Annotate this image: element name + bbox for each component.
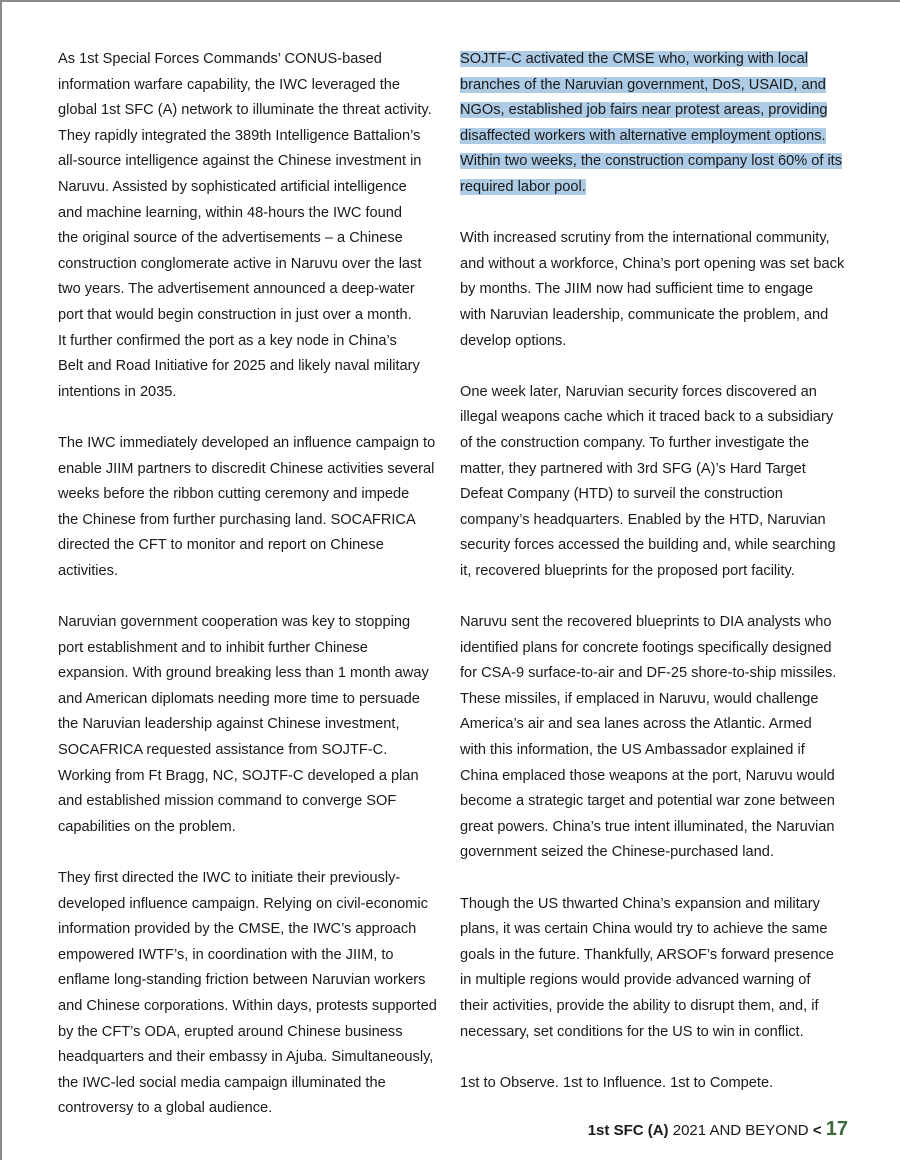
line-text: global 1st SFC (A) network to illuminate the threat activity. — [58, 102, 432, 119]
text-line — [58, 636, 443, 662]
paragraph — [460, 610, 852, 866]
text-line — [58, 303, 443, 329]
line-text: the Chinese from further purchasing land. SOCAFRICA — [58, 511, 416, 528]
line-text: information warfare capability, the IWC leveraged the — [58, 76, 401, 93]
text-line — [58, 354, 443, 380]
line-text: Defeat Company (HTD) to surveil the construction — [460, 486, 783, 503]
text-line — [460, 661, 852, 687]
line-text: enable JIIM partners to discredit Chinese activities several — [58, 460, 435, 477]
text-line — [58, 508, 443, 534]
line-text: Naruvian government cooperation was key to stopping — [58, 614, 411, 631]
line-text: SOCAFRICA requested assistance from SOJTF-C. — [58, 742, 388, 759]
text-line — [460, 840, 852, 866]
text-line — [460, 47, 852, 73]
text-line — [58, 610, 443, 636]
text-line — [460, 917, 852, 943]
highlighted-text: required labor pool. — [460, 178, 586, 195]
text-line — [58, 277, 443, 303]
text-line — [460, 482, 852, 508]
highlighted-text: NGOs, established job fairs near protest areas, providing — [460, 102, 828, 119]
text-line — [58, 329, 443, 355]
text-line — [58, 738, 443, 764]
text-line — [460, 610, 852, 636]
text-line — [460, 764, 852, 790]
text-line — [460, 457, 852, 483]
line-text: with Naruvian leadership, communicate the problem, and — [460, 306, 829, 323]
text-line — [460, 815, 852, 841]
text-line — [460, 73, 852, 99]
text-line — [58, 1045, 443, 1071]
text-line — [460, 789, 852, 815]
text-line — [460, 380, 852, 406]
line-text: enflame long-standing friction between Naruvian workers — [58, 972, 426, 989]
text-line — [460, 149, 852, 175]
text-line — [460, 712, 852, 738]
text-line — [58, 712, 443, 738]
line-text: The IWC immediately developed an influence campaign to — [58, 434, 436, 451]
text-line — [460, 124, 852, 150]
left-column — [58, 47, 443, 1148]
text-line — [460, 98, 852, 124]
line-text: 1st to Observe. 1st to Influence. 1st to Compete. — [460, 1074, 774, 1091]
paragraph — [460, 892, 852, 1046]
line-text: their activities, provide the ability to disrupt them, and, if — [460, 997, 819, 1014]
line-text: and American diplomats needing more time to persuade — [58, 690, 420, 707]
text-line — [460, 1071, 852, 1097]
line-text: Working from Ft Bragg, NC, SOJTF-C developed a plan — [58, 767, 419, 784]
paragraph — [460, 47, 852, 201]
text-line — [460, 226, 852, 252]
text-line — [460, 994, 852, 1020]
page-border-top — [0, 0, 900, 2]
text-line — [58, 559, 443, 585]
text-line — [58, 661, 443, 687]
line-text: As 1st Special Forces Commands’ CONUS-based — [58, 51, 382, 67]
line-text: illegal weapons cache which it traced back to a subsidiary — [460, 409, 834, 426]
text-line — [460, 508, 852, 534]
text-line — [58, 968, 443, 994]
text-line — [58, 201, 443, 227]
text-line — [58, 866, 443, 892]
text-line — [58, 1020, 443, 1046]
line-text: plans, it was certain China would try to achieve the same — [460, 921, 828, 938]
paragraph — [58, 431, 443, 585]
text-line — [460, 303, 852, 329]
text-line — [58, 892, 443, 918]
line-text: of the construction company. To further investigate the — [460, 434, 810, 451]
line-text: weeks before the ribbon cutting ceremony and impede — [58, 486, 410, 503]
line-text: port establishment and to inhibit further Chinese — [58, 639, 368, 656]
text-line — [460, 431, 852, 457]
line-text: security forces accessed the building and, while searching — [460, 537, 836, 554]
line-text: These missiles, if emplaced in Naruvu, would challenge — [460, 690, 819, 707]
text-line — [460, 405, 852, 431]
text-line — [58, 1096, 443, 1122]
text-line — [58, 47, 443, 73]
highlighted-text: Within two weeks, the construction company lost 60% of its — [460, 153, 843, 170]
footer-title: 2021 AND BEYOND — [672, 1122, 809, 1139]
text-line — [460, 687, 852, 713]
text-line — [58, 994, 443, 1020]
line-text: activities. — [58, 562, 119, 579]
line-text: It further confirmed the port as a key node in China’s — [58, 332, 397, 349]
line-text: Naruvu sent the recovered blueprints to DIA analysts who — [460, 614, 832, 631]
text-line — [58, 226, 443, 252]
right-column — [460, 47, 852, 1122]
line-text: and without a workforce, China’s port opening was set back — [460, 255, 845, 272]
line-text: it, recovered blueprints for the proposed port facility. — [460, 562, 795, 579]
paragraph — [58, 610, 443, 840]
line-text: with this information, the US Ambassador explained if — [460, 742, 805, 759]
paragraph — [460, 1071, 852, 1097]
text-line — [58, 815, 443, 841]
line-text: and machine learning, within 48-hours the IWC found — [58, 204, 402, 221]
line-text: company’s headquarters. Enabled by the HTD, Naruvian — [460, 511, 826, 528]
paragraph — [460, 226, 852, 354]
highlighted-text: branches of the Naruvian government, DoS, USAID, and — [460, 76, 826, 93]
line-text: develop options. — [460, 332, 567, 349]
text-line — [58, 764, 443, 790]
text-line — [460, 329, 852, 355]
line-text: by months. The JIIM now had sufficient time to engage — [460, 281, 814, 298]
line-text: China emplaced those weapons at the port, Naruvu would — [460, 767, 835, 784]
paragraph — [58, 47, 443, 405]
highlighted-text: disaffected workers with alternative employment options. — [460, 127, 826, 144]
text-line — [460, 533, 852, 559]
line-text: and established mission command to converge SOF — [58, 793, 397, 810]
line-text: two years. The advertisement announced a deep-water — [58, 281, 415, 298]
line-text: empowered IWTF’s, in coordination with the JIIM, to — [58, 946, 394, 963]
line-text: necessary, set conditions for the US to win in conflict. — [460, 1023, 804, 1040]
paragraph — [460, 380, 852, 585]
line-text: They first directed the IWC to initiate their previously- — [58, 870, 401, 886]
text-line — [58, 252, 443, 278]
footer-brand: 1st SFC (A) — [587, 1122, 669, 1139]
text-line — [58, 175, 443, 201]
text-line — [460, 968, 852, 994]
text-line — [58, 789, 443, 815]
line-text: goals in the future. Thankfully, ARSOF’s forward presence — [460, 946, 834, 963]
highlighted-text: SOJTF-C activated the CMSE who, working with local — [460, 51, 808, 67]
text-line — [58, 533, 443, 559]
line-text: directed the CFT to monitor and report on Chinese — [58, 537, 384, 554]
line-text: controversy to a global audience. — [58, 1100, 273, 1117]
text-line — [58, 457, 443, 483]
line-text: America’s air and sea lanes across the Atlantic. Armed — [460, 716, 812, 733]
text-line — [58, 380, 443, 406]
line-text: the IWC-led social media campaign illuminated the — [58, 1074, 386, 1091]
line-text: identified plans for concrete footings specifically designed — [460, 639, 832, 656]
line-text: for CSA-9 surface-to-air and DF-25 shore-to-ship missiles. — [460, 665, 837, 682]
line-text: Belt and Road Initiative for 2025 and likely naval military — [58, 358, 420, 375]
line-text: developed influence campaign. Relying on civil-economic — [58, 895, 428, 912]
page-footer — [588, 1118, 848, 1141]
text-line — [58, 917, 443, 943]
line-text: all-source intelligence against the Chinese investment in — [58, 153, 422, 170]
text-line — [460, 277, 852, 303]
text-line — [58, 149, 443, 175]
line-text: and Chinese corporations. Within days, protests supported — [58, 997, 437, 1014]
text-line — [460, 175, 852, 201]
line-text: government seized the Chinese-purchased land. — [460, 844, 774, 861]
line-text: They rapidly integrated the 389th Intelligence Battalion’s — [58, 127, 421, 144]
line-text: headquarters and their embassy in Ajuba. Simultaneously, — [58, 1049, 434, 1066]
line-text: capabilities on the problem. — [58, 818, 236, 835]
line-text: One week later, Naruvian security forces discovered an — [460, 383, 817, 400]
line-text: matter, they partnered with 3rd SFG (A)’s Hard Target — [460, 460, 806, 477]
text-line — [460, 559, 852, 585]
line-text: port that would begin construction in just over a month. — [58, 306, 412, 323]
page-number: 17 — [825, 1118, 848, 1140]
text-line — [460, 636, 852, 662]
text-line — [58, 482, 443, 508]
text-line — [460, 943, 852, 969]
page-border-left — [0, 0, 2, 1160]
line-text: information provided by the CMSE, the IWC’s approach — [58, 921, 417, 938]
text-line — [58, 1071, 443, 1097]
line-text: by the CFT’s ODA, erupted around Chinese business — [58, 1023, 403, 1040]
text-line — [58, 431, 443, 457]
line-text: Naruvu. Assisted by sophisticated artificial intelligence — [58, 178, 407, 195]
text-line — [58, 943, 443, 969]
line-text: become a strategic target and potential war zone between — [460, 793, 835, 810]
text-line — [58, 73, 443, 99]
line-text: the Naruvian leadership against Chinese investment, — [58, 716, 400, 733]
line-text: the original source of the advertisements – a Chinese — [58, 230, 403, 247]
line-text: construction conglomerate active in Naruvu over the last — [58, 255, 422, 272]
text-line — [58, 124, 443, 150]
text-line — [460, 252, 852, 278]
line-text: With increased scrutiny from the international community, — [460, 230, 830, 247]
text-line — [460, 1020, 852, 1046]
text-line — [460, 892, 852, 918]
line-text: Though the US thwarted China’s expansion and military — [460, 895, 820, 912]
line-text: expansion. With ground breaking less than 1 month away — [58, 665, 429, 682]
line-text: great powers. China’s true intent illuminated, the Naruvian — [460, 818, 835, 835]
line-text: intentions in 2035. — [58, 383, 177, 400]
line-text: in multiple regions would provide advanced warning of — [460, 972, 811, 989]
paragraph — [58, 866, 443, 1122]
text-line — [58, 687, 443, 713]
footer-arrow: < — [812, 1122, 822, 1139]
text-line — [58, 98, 443, 124]
text-line — [460, 738, 852, 764]
